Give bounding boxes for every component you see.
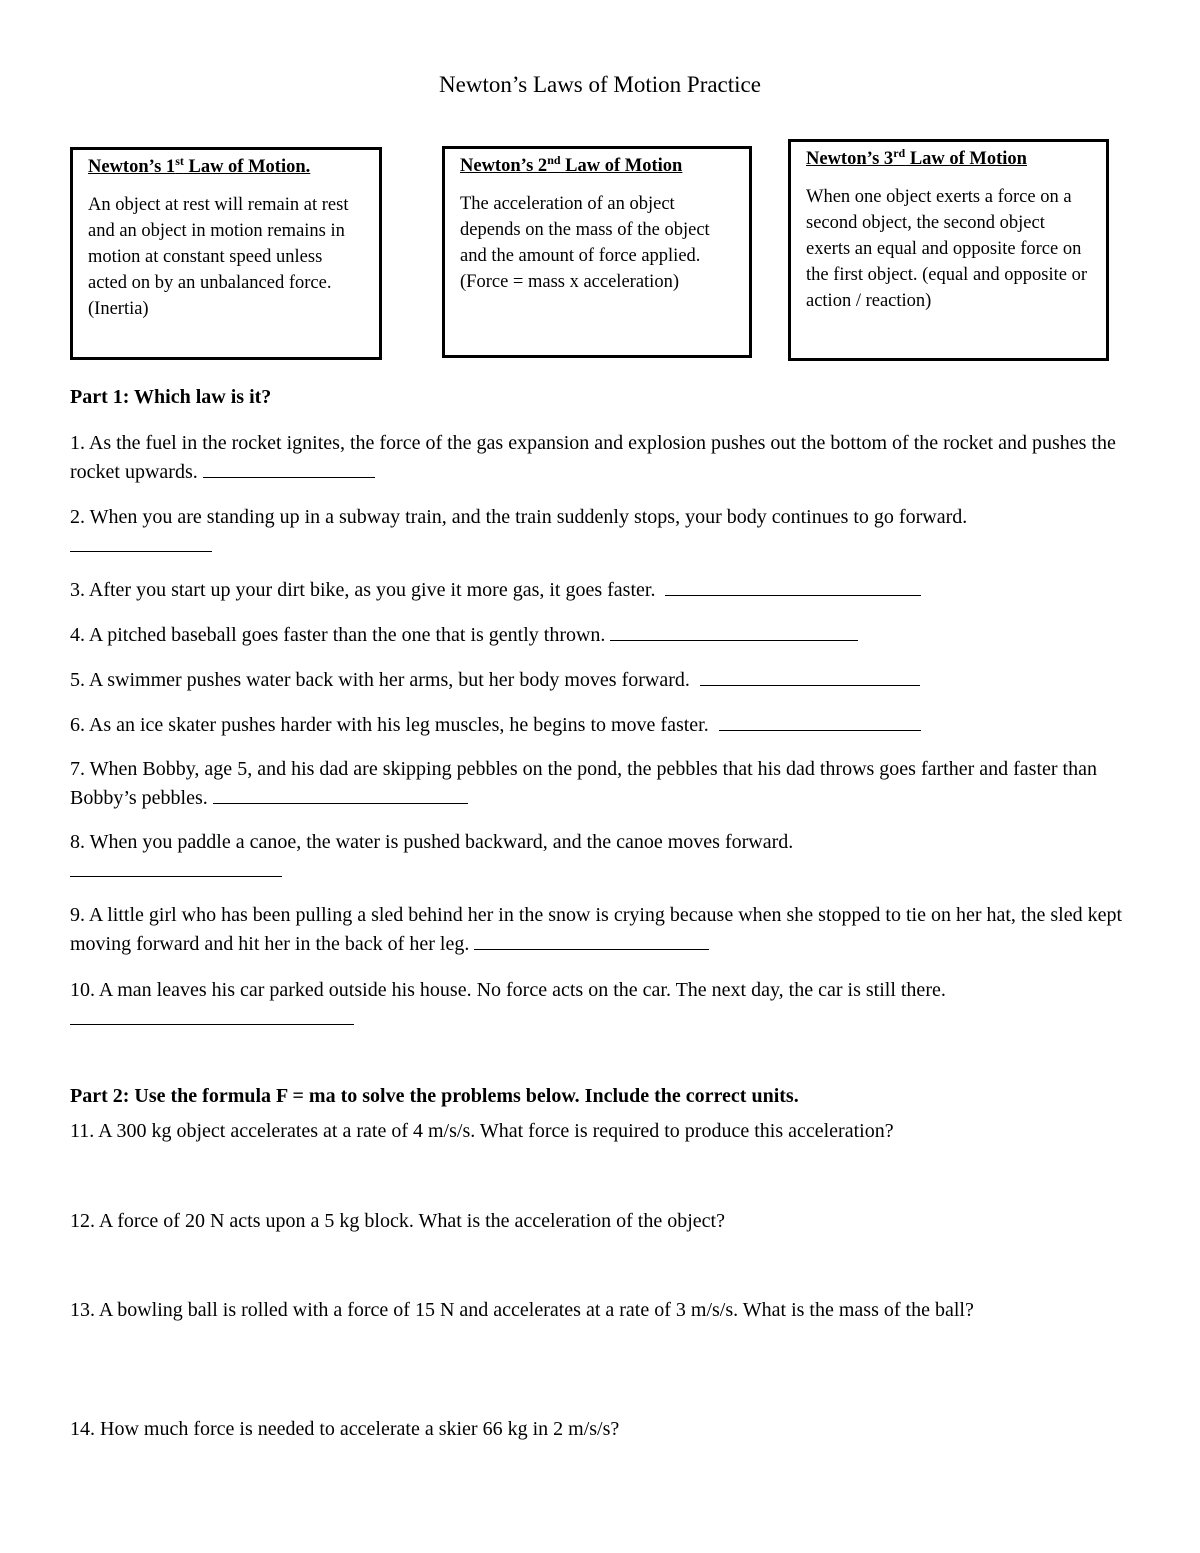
third-law-heading: Newton’s 3rd Law of Motion xyxy=(806,145,1027,169)
question-4: 4. A pitched baseball goes faster than the one that is gently thrown. xyxy=(70,621,1140,650)
third-law-text: When one object exerts a force on a second object, the second object exerts an equal and opposite force on the first object. (equal and opposite or action / reaction) xyxy=(806,187,1088,311)
question-1: 1. As the fuel in the rocket ignites, the force of the gas expansion and explosion pushes out the bottom of the rocket and pushes the rocket upwards. xyxy=(70,432,1116,483)
second-law-text: The acceleration of an object depends on the mass of the object and the amount of force applied. (Force = mass x acceleration) xyxy=(460,194,710,292)
question-10: 10. A man leaves his car parked outside his house. No force acts on the car. The next day, the car is still there. xyxy=(70,976,1140,1034)
answer-blank-5[interactable] xyxy=(700,667,920,686)
second-law-box xyxy=(442,146,752,358)
answer-blank-4[interactable] xyxy=(610,622,858,641)
question-11: 11. A 300 kg object accelerates at a rate of 4 m/s/s. What force is required to produce this acceleration? xyxy=(70,1120,894,1142)
question-7: 7. When Bobby, age 5, and his dad are skipping pebbles on the pond, the pebbles that his dad throws goes farther and faster than Bobby’s pebbles. xyxy=(70,758,1097,809)
question-6: 6. As an ice skater pushes harder with his leg muscles, he begins to move faster. xyxy=(70,711,1140,740)
question-12: 12. A force of 20 N acts upon a 5 kg block. What is the acceleration of the object? xyxy=(70,1210,725,1232)
first-law-text: An object at rest will remain at rest and an object in motion remains in motion at constant speed unless acted on by an unbalanced force. (Inertia) xyxy=(88,195,349,319)
answer-blank-3[interactable] xyxy=(665,577,921,596)
answer-blank-8[interactable] xyxy=(70,858,282,877)
question-14: 14. How much force is needed to accelerate a skier 66 kg in 2 m/s/s? xyxy=(70,1418,620,1440)
answer-blank-7[interactable] xyxy=(213,785,468,804)
third-law-box xyxy=(788,139,1109,361)
answer-blank-6[interactable] xyxy=(719,712,921,731)
question-13: 13. A bowling ball is rolled with a force of 15 N and accelerates at a rate of 3 m/s/s. What is the mass of the ball? xyxy=(70,1299,974,1321)
answer-blank-1[interactable] xyxy=(203,459,375,478)
first-law-heading: Newton’s 1st Law of Motion. xyxy=(88,153,311,177)
question-9: 9. A little girl who has been pulling a sled behind her in the snow is crying because when she stopped to tie on her hat, the sled kept moving forward and hit her in the back of her leg. xyxy=(70,904,1123,955)
question-3: 3. After you start up your dirt bike, as you give it more gas, it goes faster. xyxy=(70,576,1140,605)
second-law-heading: Newton’s 2nd Law of Motion xyxy=(460,152,683,176)
question-8: 8. When you paddle a canoe, the water is pushed backward, and the canoe moves forward. xyxy=(70,828,1140,886)
answer-blank-9[interactable] xyxy=(474,931,709,950)
answer-blank-2[interactable] xyxy=(70,533,212,552)
first-law-box xyxy=(70,147,382,360)
answer-blank-10[interactable] xyxy=(70,1006,354,1025)
question-2: 2. When you are standing up in a subway train, and the train suddenly stops, your body continues to go forward. xyxy=(70,503,1140,561)
page-title: Newton’s Laws of Motion Practice xyxy=(439,72,761,97)
part1-heading: Part 1: Which law is it? xyxy=(70,386,272,408)
part2-heading: Part 2: Use the formula F = ma to solve the problems below. Include the correct units. xyxy=(70,1085,799,1107)
question-5: 5. A swimmer pushes water back with her arms, but her body moves forward. xyxy=(70,666,1140,695)
